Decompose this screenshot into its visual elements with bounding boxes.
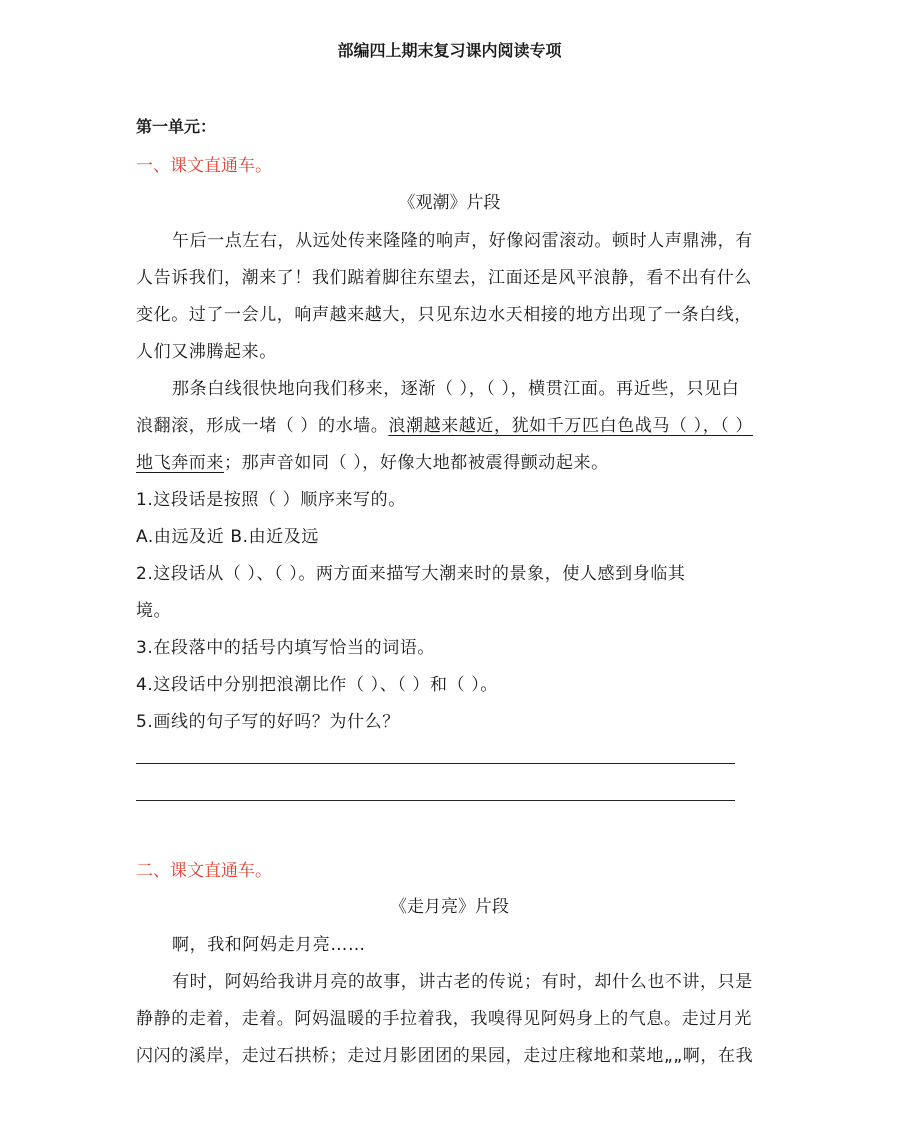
passage-1-line: 那条白线很快地向我们移来，逐渐（ ），（ ），横贯江面。再近些，只见白 xyxy=(172,379,740,399)
passage-2-title: 《走月亮》片段 xyxy=(390,897,509,917)
passage-1-title: 《观潮》片段 xyxy=(398,193,501,213)
answer-line xyxy=(136,763,735,764)
passage-2-line: 静静的走着，走着。阿妈温暖的手拉着我，我嗅得见阿妈身上的气息。走过月光 xyxy=(136,1009,752,1029)
question-3: 3.在段落中的括号内填写恰当的词语。 xyxy=(136,638,436,658)
question-1: 1.这段话是按照（ ）顺序来写的。 xyxy=(136,490,406,510)
unit-heading: 第一单元： xyxy=(136,117,217,136)
question-5: 5.画线的句子写的好吗？为什么？ xyxy=(136,712,400,732)
section-2-heading: 二、课文直通车。 xyxy=(136,861,272,881)
passage-2-line: 啊，我和阿妈走月亮…… xyxy=(172,935,366,955)
passage-1-line: 午后一点左右，从远处传来隆隆的响声，好像闷雷滚动。顿时人声鼎沸，有 xyxy=(172,231,753,251)
passage-1-line: 变化。过了一会儿，响声越来越大，只见东边水天相接的地方出现了一条白线， xyxy=(136,305,752,325)
answer-line xyxy=(136,800,735,801)
underlined-sentence: 地飞奔而来 xyxy=(136,453,224,473)
passage-1-line: 人告诉我们，潮来了！我们踮着脚往东望去，江面还是风平浪静，看不出有什么 xyxy=(136,268,752,288)
question-1-options: A.由远及近 B.由近及远 xyxy=(136,527,320,547)
question-4: 4.这段话中分别把浪潮比作（ ）、（ ）和（ ）。 xyxy=(136,675,498,695)
passage-1-line xyxy=(136,448,609,473)
document-title: 部编四上期末复习课内阅读专项 xyxy=(337,41,562,60)
question-2: 2.这段话从（ ）、（ ）。两方面来描写大潮来时的景象，使人感到身临其 xyxy=(136,564,686,584)
passage-1-line xyxy=(136,411,753,436)
passage-1-line: 人们又沸腾起来。 xyxy=(136,342,277,362)
question-2-cont: 境。 xyxy=(136,601,172,621)
passage-2-line: 闪闪的溪岸，走过石拱桥；走过月影团团的果园，走过庄稼地和菜地„„啊，在我 xyxy=(136,1046,754,1066)
section-1-heading: 一、课文直通车。 xyxy=(136,156,272,176)
plain-text: ；那声音如同（ ），好像大地都被震得颤动起来。 xyxy=(224,453,609,473)
plain-text: 浪翻滚，形成一堵（ ）的水墙。 xyxy=(136,416,389,436)
underlined-sentence: 浪潮越来越近，犹如千万匹白色战马（ ），（ ） xyxy=(388,416,754,436)
passage-2-line: 有时，阿妈给我讲月亮的故事，讲古老的传说；有时，却什么也不讲，只是 xyxy=(172,972,753,992)
